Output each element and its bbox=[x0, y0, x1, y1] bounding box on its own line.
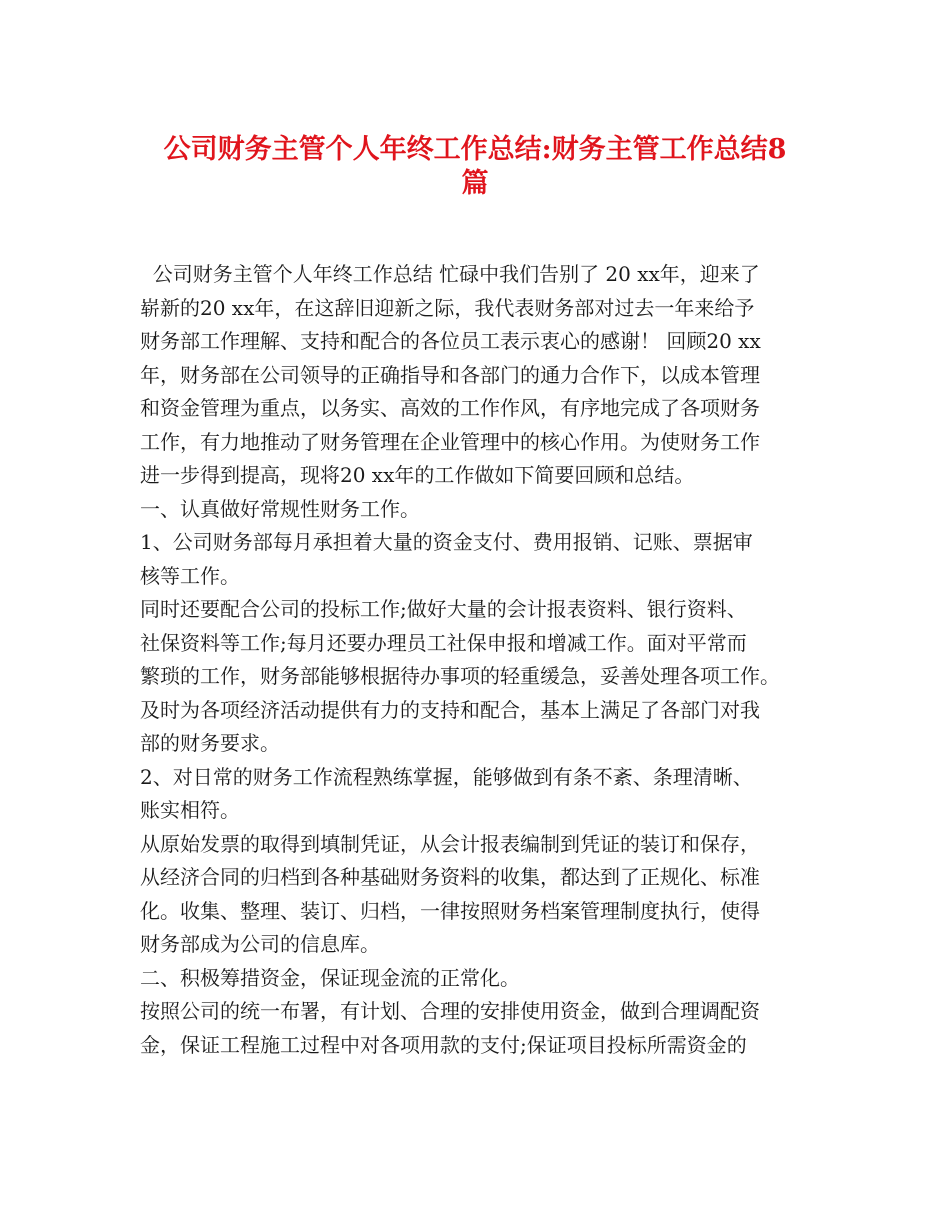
title-line: 公司财务主管个人年终工作总结:财务主管工作总结8 bbox=[163, 134, 787, 165]
body-line: 账实相符。 bbox=[140, 798, 240, 822]
body-line: 工作，有力地推动了财务管理在企业管理中的核心作用。为使财务工作 bbox=[140, 429, 760, 454]
body-line: 崭新的20 xx年，在这辞旧迎新之际，我代表财务部对过去一年来给予 bbox=[140, 295, 755, 320]
body-line: 同时还要配合公司的投标工作;做好大量的会计报表资料、银行资料、 bbox=[140, 597, 747, 621]
section-heading: 一、认真做好常规性财务工作。 bbox=[140, 496, 420, 521]
body-line: 1、公司财务部每月承担着大量的资金支付、费用报销、记账、票据审 bbox=[140, 530, 753, 554]
body-line: 和资金管理为重点，以务实、高效的工作作风，有序地完成了各项财务 bbox=[140, 396, 760, 420]
body-line: 金，保证工程施工过程中对各项用款的支付;保证项目投标所需资金的 bbox=[140, 1032, 747, 1057]
body-line: 财务部成为公司的信息库。 bbox=[140, 932, 380, 956]
body-line: 年，财务部在公司领导的正确指导和各部门的通力合作下，以成本管理 bbox=[140, 362, 760, 387]
section-heading: 二、积极筹措资金，保证现金流的正常化。 bbox=[140, 965, 520, 990]
body-line: 社保资料等工作;每月还要办理员工社保申报和增减工作。面对平常而 bbox=[140, 630, 747, 655]
document-title bbox=[120, 128, 830, 199]
body-line: 及时为各项经济活动提供有力的支持和配合，基本上满足了各部门对我 bbox=[140, 697, 760, 722]
body-line: 部的财务要求。 bbox=[140, 731, 280, 755]
body-line: 核等工作。 bbox=[140, 563, 240, 588]
body-line: 进一步得到提高，现将20 xx年的工作做如下简要回顾和总结。 bbox=[140, 463, 695, 487]
body-line: 从原始发票的取得到填制凭证，从会计报表编制到凭证的装订和保存， bbox=[140, 831, 760, 856]
title-line: 篇 bbox=[461, 167, 489, 199]
body-line: 财务部工作理解、支持和配合的各位员工表示衷心的感谢！ 回顾20 xx bbox=[140, 329, 761, 353]
body-line: 从经济合同的归档到各种基础财务资料的收集，都达到了正规化、标准 bbox=[140, 865, 760, 889]
body-line: 繁琐的工作，财务部能够根据待办事项的轻重缓急，妥善处理各项工作。 bbox=[140, 664, 780, 688]
body-line: 化。收集、整理、装订、归档，一律按照财务档案管理制度执行，使得 bbox=[140, 898, 760, 923]
document-body bbox=[140, 258, 820, 1062]
body-line: 按照公司的统一布署，有计划、合理的安排使用资金，做到合理调配资 bbox=[140, 999, 760, 1023]
body-line: 2、对日常的财务工作流程熟练掌握，能够做到有条不紊、条理清晰、 bbox=[140, 764, 753, 789]
body-line: 公司财务主管个人年终工作总结 忙碌中我们告别了 20 xx年，迎来了 bbox=[140, 262, 760, 286]
